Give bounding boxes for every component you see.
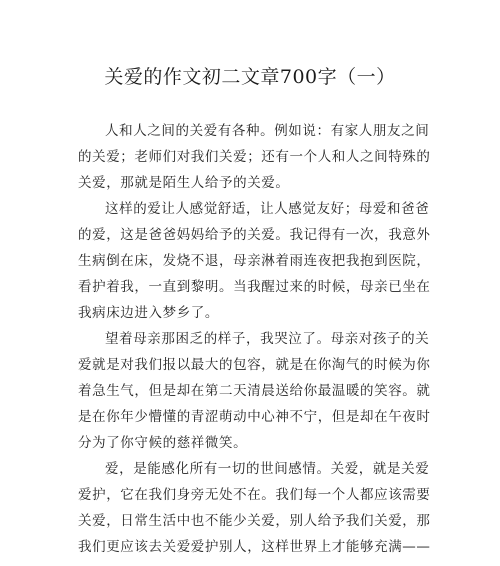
paragraph-line: 望着母亲那困乏的样子，我哭泣了。母亲对孩子的关 [105, 331, 430, 347]
paragraph-line: 爱护，它在我们身旁无处不在。我们每一个人都应该需要 [78, 487, 431, 503]
paragraph-line: 的爱，这是爸爸妈妈给予的关爱。我记得有一次，我意外 [78, 227, 431, 243]
paragraph-line: 我们更应该去关爱爱护别人，这样世界上才能够充满—— [78, 539, 431, 555]
paragraph-line: 我病床边进入梦乡了。 [78, 305, 219, 321]
paragraph-line: 分为了你守候的慈祥微笑。 [78, 435, 248, 451]
document-title: 关爱的作文初二文章700字（一） [104, 66, 396, 88]
paragraph-line: 着急生气，但是却在第二天清晨送给你最温暖的笑容。就 [78, 383, 431, 399]
paragraph-line: 爱，是能感化所有一切的世间感情。关爱，就是关爱 [105, 461, 430, 477]
paragraph-line: 这样的爱让人感觉舒适，让人感觉友好；母爱和爸爸 [105, 201, 430, 217]
paragraph-line: 是在你年少懵懂的青涩萌动中心神不宁，但是却在午夜时 [78, 409, 431, 425]
article-body [78, 118, 431, 560]
paragraph-line: 的关爱；老师们对我们关爱；还有一个人和人之间特殊的 [78, 149, 431, 165]
paragraph-line: 看护着我，一直到黎明。当我醒过来的时候，母亲已坐在 [78, 279, 431, 295]
paragraph-line: 关爱，日常生活中也不能少关爱，别人给予我们关爱，那 [78, 513, 431, 529]
paragraph-line: 关爱，那就是陌生人给予的关爱。 [78, 175, 290, 191]
paragraph-line: 爱就是对我们报以最大的包容，就是在你淘气的时候为你 [78, 357, 431, 373]
paragraph-line: 生病倒在床，发烧不退，母亲淋着雨连夜把我抱到医院， [78, 253, 431, 269]
paragraph-line: 人和人之间的关爱有各种。例如说：有家人朋友之间 [105, 123, 430, 139]
